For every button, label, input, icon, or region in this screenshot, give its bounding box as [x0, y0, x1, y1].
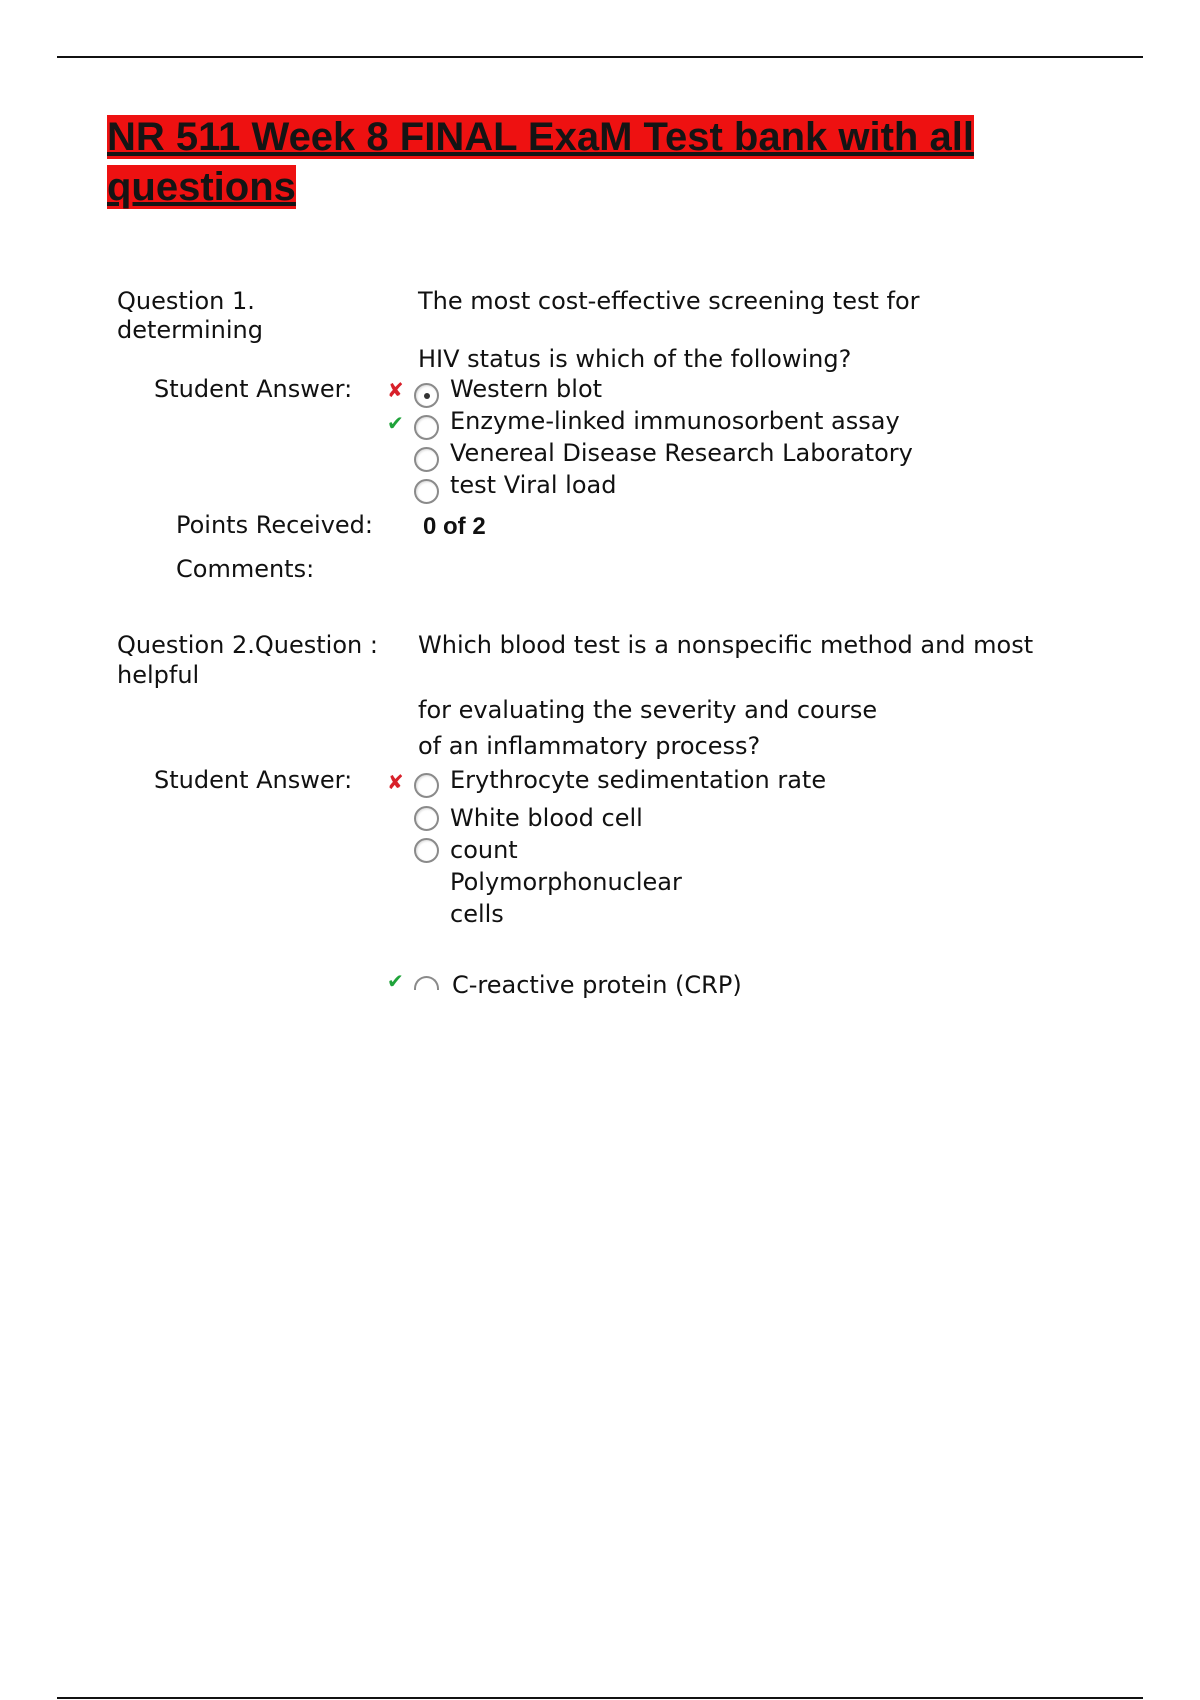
- correct-icon: ✔: [387, 969, 404, 993]
- q1-student-answer-label: Student Answer:: [154, 375, 353, 403]
- bottom-rule: [57, 1697, 1143, 1699]
- question-2-label-continued: helpful: [117, 661, 200, 689]
- q1-option-3: Venereal Disease Research Laboratory: [450, 439, 913, 467]
- question-2-text-continued-2: of an inflammatory process?: [418, 732, 761, 760]
- top-rule: [57, 56, 1143, 58]
- question-1-label-continued: determining: [117, 316, 263, 344]
- q2-option-2: White blood cell: [450, 804, 643, 832]
- q2-student-answer-label: Student Answer:: [154, 766, 353, 794]
- page-title: NR 511 Week 8 FINAL ExaM Test bank with all questions: [107, 115, 974, 209]
- question-2-text: Which blood test is a nonspecific method and most: [418, 631, 1034, 659]
- incorrect-icon: ✘: [387, 378, 404, 402]
- q1-option-3-radio[interactable]: [414, 447, 439, 472]
- question-1-text: The most cost-effective screening test for: [418, 287, 920, 315]
- q1-option-2-radio[interactable]: [414, 415, 439, 440]
- q1-option-1: Western blot: [450, 375, 603, 403]
- question-2-label: Question 2.Question :: [117, 631, 378, 659]
- q1-option-4-radio[interactable]: [414, 479, 439, 504]
- q2-option-2-continued: count: [450, 836, 518, 864]
- q1-option-4: test Viral load: [450, 471, 617, 499]
- q1-option-2: Enzyme-linked immunosorbent assay: [450, 407, 900, 435]
- q2-option-2-radio[interactable]: [414, 806, 439, 831]
- question-1-label: Question 1.: [117, 287, 255, 315]
- correct-icon: ✔: [387, 411, 404, 435]
- q2-option-3-continued: cells: [450, 900, 504, 928]
- q1-points-value: 0 of 2: [423, 513, 486, 540]
- q1-option-1-radio[interactable]: [414, 383, 439, 408]
- q2-option-3-radio[interactable]: [414, 838, 439, 863]
- q2-option-1-radio[interactable]: [414, 773, 439, 798]
- q1-points-label: Points Received:: [176, 511, 374, 539]
- q2-option-3: Polymorphonuclear: [450, 868, 682, 896]
- question-2-text-continued: for evaluating the severity and course: [418, 696, 878, 724]
- incorrect-icon: ✘: [387, 770, 404, 794]
- question-1-text-continued: HIV status is which of the following?: [418, 345, 852, 373]
- q2-option-4: C-reactive protein (CRP): [452, 971, 742, 999]
- q1-comments-label: Comments:: [176, 555, 315, 583]
- q2-option-1: Erythrocyte sedimentation rate: [450, 766, 827, 794]
- q2-option-4-radio[interactable]: [414, 976, 439, 990]
